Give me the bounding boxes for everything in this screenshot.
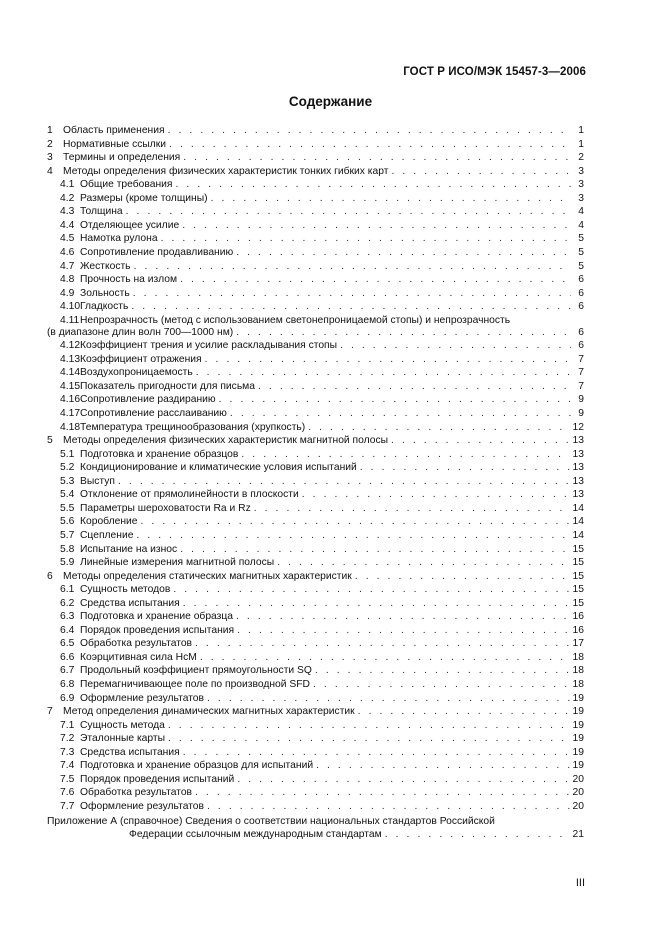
toc-leader-dots <box>141 515 570 529</box>
toc-entry-page: 13 <box>572 475 584 487</box>
toc-entry-number: 4.17 <box>60 408 81 419</box>
toc-entry-number: 6 <box>47 570 53 582</box>
toc-entry-number: 4.6 <box>60 246 75 258</box>
toc-leader-dots <box>136 529 569 543</box>
toc-entry-title: Нормативные ссылки <box>63 138 167 150</box>
appendix-entry <box>129 828 584 842</box>
toc-entry-title: Сопротивление продавливанию <box>80 246 234 258</box>
toc-entry[interactable] <box>47 273 584 287</box>
toc-entry-title: Отклонение от прямолинейности в плоскости <box>80 489 299 501</box>
toc-entry-number: 4.3 <box>60 206 75 218</box>
toc-entry[interactable] <box>47 232 584 246</box>
toc-entry-title: Область применения <box>63 125 165 136</box>
toc-entry-page: 15 <box>572 557 584 569</box>
toc-entry-title: Испытание на износ <box>80 543 178 555</box>
toc-entry[interactable] <box>47 380 584 394</box>
toc-entry-number: 4.9 <box>60 287 75 299</box>
toc-entry-page: 13 <box>572 448 584 460</box>
toc-entry[interactable] <box>47 570 584 584</box>
toc-entry-page: 14 <box>572 502 584 514</box>
toc-entry-page: 9 <box>578 408 584 419</box>
toc-entry-number: 4.8 <box>60 274 75 286</box>
toc-entry-number: 4.14 <box>60 367 81 379</box>
toc-entry-page: 16 <box>572 624 584 636</box>
toc-leader-dots <box>302 488 570 502</box>
document-code: ГОСТ Р ИСО/МЭК 15457-3—2006 <box>403 66 586 78</box>
toc-entry-title: Отделяющее усилие <box>80 219 180 231</box>
toc-entry[interactable] <box>47 529 584 543</box>
toc-entry-number: 3 <box>47 152 53 164</box>
toc-entry-title: Коэрцитивная сила HcM <box>80 651 197 663</box>
toc-entry[interactable] <box>47 192 584 206</box>
toc-entry[interactable] <box>47 719 584 733</box>
toc-entry-number: 6.3 <box>60 611 75 623</box>
toc-entry-number: 7.1 <box>60 719 75 731</box>
toc-entry-page: 9 <box>578 394 584 406</box>
toc-entry-number: 5.2 <box>60 462 75 474</box>
toc-leader-dots <box>205 353 571 367</box>
toc-entry-page: 12 <box>572 421 584 433</box>
toc-entry-title: Средства испытания <box>80 746 180 758</box>
toc-entry-title: Намотка рулона <box>80 233 158 245</box>
toc-entry-page: 20 <box>572 800 584 812</box>
toc-entry-number: 7.2 <box>60 733 75 745</box>
toc-leader-dots <box>313 678 570 692</box>
toc-entry-page: 3 <box>578 165 584 177</box>
toc-leader-dots <box>134 260 571 274</box>
toc-entry-number: 5.9 <box>60 557 75 569</box>
toc-entry-page: 19 <box>572 719 584 731</box>
toc-entry-page: 13 <box>572 462 584 474</box>
toc-entry[interactable] <box>47 692 584 706</box>
toc-entry-title: Сущность методов <box>80 584 171 596</box>
toc-entry-page: 14 <box>572 529 584 541</box>
toc-entry-page: 6 <box>578 274 584 286</box>
toc-leader-dots <box>168 719 570 733</box>
toc-entry-number: 6.2 <box>60 597 75 609</box>
toc-entry[interactable] <box>47 773 584 787</box>
toc-entry-number: 4.15 <box>60 380 81 392</box>
toc-entry-title-continuation: (в диапазоне длин волн 700—1000 нм) <box>47 326 234 338</box>
toc-entry-page: 3 <box>578 192 584 204</box>
toc-entry-title: Сопротивление раздиранию <box>80 394 216 406</box>
toc-entry[interactable] <box>47 678 584 692</box>
toc-leader-dots <box>200 651 570 665</box>
toc-entry-title: Методы определения физических характеристик тонких гибких карт <box>63 165 389 177</box>
toc-entry-number: 5.8 <box>60 543 75 555</box>
toc-entry-title: Коэффициент отражения <box>80 353 202 365</box>
toc-entry-page: 18 <box>572 651 584 663</box>
toc-entry[interactable] <box>47 515 584 529</box>
appendix-page: 21 <box>572 828 584 840</box>
toc-entry-number: 7.6 <box>60 787 75 799</box>
toc-leader-dots <box>315 664 570 678</box>
toc-leader-dots <box>236 246 571 260</box>
toc-entry[interactable] <box>47 434 584 448</box>
toc-entry-page: 20 <box>572 773 584 785</box>
toc-leader-dots <box>180 273 571 287</box>
toc-entry-number: 2 <box>47 138 53 150</box>
toc-leader-dots <box>236 610 570 624</box>
toc-leader-dots <box>168 124 571 138</box>
toc-entry[interactable] <box>47 800 584 814</box>
toc-leader-dots <box>236 326 571 340</box>
toc-entry[interactable] <box>47 543 584 557</box>
page-title: Содержание <box>288 94 373 109</box>
toc-entry[interactable] <box>47 488 584 502</box>
toc-entry-number: 6.9 <box>60 692 75 704</box>
toc-entry-page: 3 <box>578 179 584 191</box>
toc-entry[interactable] <box>47 165 584 179</box>
toc-entry-title: Воздухопроницаемость <box>80 367 193 379</box>
toc-leader-dots <box>183 746 570 760</box>
toc-leader-dots <box>237 624 569 638</box>
toc-entry-page: 19 <box>572 706 584 718</box>
toc-entry-number: 4.4 <box>60 219 75 231</box>
toc-entry-number: 5.1 <box>60 448 75 460</box>
toc-entry[interactable] <box>47 124 584 138</box>
toc-entry-page: 15 <box>572 584 584 596</box>
toc-entry-title: Кондиционирование и климатические условия испытаний <box>80 462 357 474</box>
toc-entry-title: Эталонные карты <box>80 733 166 745</box>
toc-entry-page: 16 <box>572 611 584 623</box>
toc-entry-title: Сцепление <box>80 529 134 541</box>
toc-entry[interactable] <box>47 448 584 462</box>
toc-entry-title: Общие требования <box>80 179 173 191</box>
toc-entry[interactable] <box>47 786 584 800</box>
toc-entry-number: 1 <box>47 125 53 136</box>
toc-leader-dots <box>258 380 571 394</box>
toc-entry-page: 15 <box>572 570 584 582</box>
toc-entry-title: Порядок проведения испытания <box>80 624 235 636</box>
toc-entry[interactable] <box>47 583 584 597</box>
toc-leader-dots <box>230 407 571 421</box>
toc-entry-page: 4 <box>578 219 584 231</box>
toc-entry-page: 19 <box>572 760 584 772</box>
toc-entry-number: 7.4 <box>60 760 75 772</box>
toc-entry-page: 2 <box>578 152 584 164</box>
toc-leader-dots <box>254 502 570 516</box>
toc-entry-number: 5.6 <box>60 516 75 528</box>
toc-entry-number: 5.7 <box>60 529 75 541</box>
toc-leader-dots <box>126 205 571 219</box>
page-number: III <box>575 877 585 889</box>
toc-entry[interactable] <box>47 556 584 570</box>
toc-entry-title: Гладкость <box>80 301 129 313</box>
toc-entry-page: 19 <box>572 692 584 704</box>
toc-leader-dots <box>207 800 570 814</box>
toc-entry-title: Прочность на излом <box>80 274 178 286</box>
toc-leader-dots <box>237 773 569 787</box>
toc-entry-page: 6 <box>578 301 584 313</box>
toc-entry-number: 4.11 <box>60 314 80 326</box>
toc-entry-number: 7.5 <box>60 773 75 785</box>
toc-entry-title: Методы определения физических характеристик магнитной полосы <box>63 435 389 447</box>
toc-entry[interactable] <box>47 178 584 192</box>
toc-entry[interactable] <box>47 219 584 233</box>
toc-leader-dots <box>173 583 569 597</box>
toc-leader-dots <box>176 178 572 192</box>
toc-entry-number: 4.16 <box>60 394 81 406</box>
toc-entry[interactable] <box>47 393 584 407</box>
toc-entry[interactable] <box>47 624 584 638</box>
toc-entry[interactable] <box>47 637 584 651</box>
toc-entry[interactable] <box>47 732 584 746</box>
toc-leader-dots <box>169 138 571 152</box>
toc-entry-page: 7 <box>578 367 584 379</box>
toc-entry[interactable] <box>47 151 584 165</box>
toc-leader-dots <box>277 556 569 570</box>
toc-entry-title: Параметры шероховатости Ra и Rz <box>80 502 251 514</box>
toc-leader-dots <box>241 448 569 462</box>
toc-entry[interactable] <box>47 759 584 773</box>
toc-entry-page: 5 <box>578 260 584 272</box>
toc-entry-page: 1 <box>578 138 584 150</box>
toc-entry-number: 6.4 <box>60 624 75 636</box>
toc-entry-title: Линейные измерения магнитной полосы <box>80 557 275 569</box>
appendix-title-line1[interactable]: Приложение А (справочное) Сведения о соответствии национальных стандартов Российской <box>47 815 495 827</box>
toc-entry-page: 20 <box>572 787 584 799</box>
toc-entry-title: Продольный коэффициент прямоугольности SQ <box>80 665 312 677</box>
toc-entry-number: 6.8 <box>60 679 75 690</box>
toc-entry-title: Сущность метода <box>80 719 165 731</box>
toc-entry-number: 5.4 <box>60 489 75 501</box>
toc-leader-dots <box>195 786 570 800</box>
toc-entry-number: 4.18 <box>60 421 81 433</box>
toc-entry-title: Размеры (кроме толщины) <box>80 192 208 204</box>
toc-leader-dots <box>340 339 571 353</box>
toc-entry-page: 19 <box>572 733 584 745</box>
toc-entry[interactable] <box>47 651 584 665</box>
toc-entry[interactable] <box>47 597 584 611</box>
toc-entry-number: 6.1 <box>60 584 75 596</box>
toc-leader-dots <box>168 732 570 746</box>
toc-entry-title: Перемагничивающее поле по производной SFD <box>80 679 310 690</box>
toc-entry-page: 6 <box>578 287 584 299</box>
toc-entry-page: 15 <box>572 543 584 555</box>
toc-entry[interactable] <box>47 610 584 624</box>
toc-entry-number: 4.1 <box>60 179 75 191</box>
toc-leader-dots <box>391 165 571 179</box>
toc-leader-dots <box>385 828 570 842</box>
toc-entry[interactable] <box>47 138 584 152</box>
toc-leader-dots <box>180 543 569 557</box>
toc-entry[interactable] <box>47 407 584 421</box>
toc-leader-dots <box>219 393 571 407</box>
toc-entry-page: 6 <box>578 326 584 338</box>
toc-entry-page: 7 <box>578 380 584 392</box>
toc-entry[interactable] <box>47 705 584 719</box>
toc-leader-dots <box>308 421 569 435</box>
toc-entry-page: 19 <box>572 746 584 758</box>
toc-entry-page: 5 <box>578 246 584 258</box>
toc-entry[interactable] <box>47 300 584 314</box>
toc-entry-number: 5.5 <box>60 502 75 514</box>
toc-entry-continuation <box>47 326 584 340</box>
toc-entry-title: Термины и определения <box>63 152 181 164</box>
toc-entry-number: 7.7 <box>60 800 75 812</box>
toc-leader-dots <box>118 475 570 489</box>
toc-entry[interactable] <box>47 260 584 274</box>
toc-entry-title: Зольность <box>80 287 130 299</box>
toc-entry-page: 17 <box>572 638 584 650</box>
toc-leader-dots <box>355 570 570 584</box>
toc-entry-number: 4 <box>47 165 53 177</box>
toc-entry-title: Подготовка и хранение образцов для испытаний <box>80 760 314 772</box>
toc-entry-page: 15 <box>572 597 584 609</box>
toc-leader-dots <box>131 300 571 314</box>
toc-leader-dots <box>211 192 571 206</box>
toc-entry[interactable] <box>47 353 584 367</box>
toc-entry-title: Непрозрачность (метод с использованием светонепроницаемой стопы) и непрозрачность <box>80 314 511 326</box>
toc-entry-number: 5 <box>47 435 53 447</box>
toc-entry-title: Выступ <box>80 475 115 487</box>
toc-entry-title: Температура трещинообразования (хрупкость) <box>80 421 306 433</box>
toc-entry-number: 6.6 <box>60 651 75 663</box>
toc-leader-dots <box>391 434 570 448</box>
toc-leader-dots <box>182 219 571 233</box>
toc-leader-dots <box>360 461 570 475</box>
toc-entry-title: Порядок проведения испытаний <box>80 773 235 785</box>
toc-entry-title: Коэффициент трения и усилие раскладывания стопы <box>80 340 338 352</box>
toc-entry[interactable] <box>47 421 584 435</box>
toc-entry-number: 5.3 <box>60 475 75 487</box>
toc-entry-number: 4.2 <box>60 192 75 204</box>
toc-entry-page: 6 <box>578 340 584 352</box>
toc-entry-number: 4.10 <box>60 301 81 313</box>
toc-entry-number: 4.5 <box>60 233 75 245</box>
toc-entry-number: 7 <box>47 706 53 718</box>
toc-entry[interactable] <box>47 664 584 678</box>
toc-entry[interactable] <box>47 366 584 380</box>
toc-entry-title: Коробление <box>80 516 138 528</box>
toc-entry-number: 6.5 <box>60 638 75 650</box>
toc-entry-title: Методы определения статических магнитных характеристик <box>63 570 352 582</box>
toc-entry-title: Оформление результатов <box>80 800 204 812</box>
toc-leader-dots <box>161 232 571 246</box>
toc-entry-title: Метод определения динамических магнитных характеристик <box>63 706 355 718</box>
toc-entry-number: 4.7 <box>60 260 75 272</box>
toc-entry-title: Сопротивление расслаиванию <box>80 408 227 419</box>
toc-entry-page: 18 <box>572 679 584 690</box>
toc-entry-title: Обработка результатов <box>80 638 193 650</box>
toc-entry[interactable] <box>47 339 584 353</box>
toc-entry-title: Оформление результатов <box>80 692 204 704</box>
toc-entry-page: 18 <box>572 665 584 677</box>
toc-leader-dots <box>358 705 570 719</box>
toc-entry-number: 7.3 <box>60 746 75 758</box>
toc-leader-dots <box>196 366 571 380</box>
toc-entry-page: 13 <box>572 489 584 501</box>
toc-leader-dots <box>195 637 570 651</box>
toc-entry[interactable] <box>47 502 584 516</box>
toc-entry-page: 5 <box>578 233 584 245</box>
toc-entry[interactable] <box>47 746 584 760</box>
toc-entry[interactable] <box>47 246 584 260</box>
toc-entry-title: Средства испытания <box>80 597 180 609</box>
toc-entry-page: 13 <box>572 435 584 447</box>
toc-entry-title: Показатель пригодности для письма <box>80 380 255 392</box>
toc-entry-page: 7 <box>578 353 584 365</box>
toc-entry[interactable] <box>47 287 584 301</box>
toc-entry-title: Подготовка и хранение образца <box>80 611 234 623</box>
toc-leader-dots <box>183 151 571 165</box>
appendix-title-line2: Федерации ссылочным международным стандартам <box>129 828 382 840</box>
toc-entry[interactable] <box>47 475 584 489</box>
toc-leader-dots <box>183 597 570 611</box>
toc-entry-page: 14 <box>572 516 584 528</box>
toc-entry[interactable] <box>47 461 584 475</box>
toc-entry-number: 4.12 <box>60 340 81 352</box>
toc-entry-title: Подготовка и хранение образцов <box>80 448 239 460</box>
toc-entry-page: 1 <box>578 125 584 136</box>
toc-entry-page: 4 <box>578 206 584 218</box>
toc-entry-title: Обработка результатов <box>80 787 193 799</box>
toc-entry-number: 4.13 <box>60 353 81 365</box>
toc-leader-dots <box>133 287 571 301</box>
toc-leader-dots <box>207 692 570 706</box>
toc-entry-title: Жесткость <box>80 260 131 272</box>
toc-entry[interactable] <box>47 205 584 219</box>
toc-entry-title: Толщина <box>80 206 123 218</box>
toc-leader-dots <box>316 759 569 773</box>
toc-entry-number: 6.7 <box>60 665 75 677</box>
